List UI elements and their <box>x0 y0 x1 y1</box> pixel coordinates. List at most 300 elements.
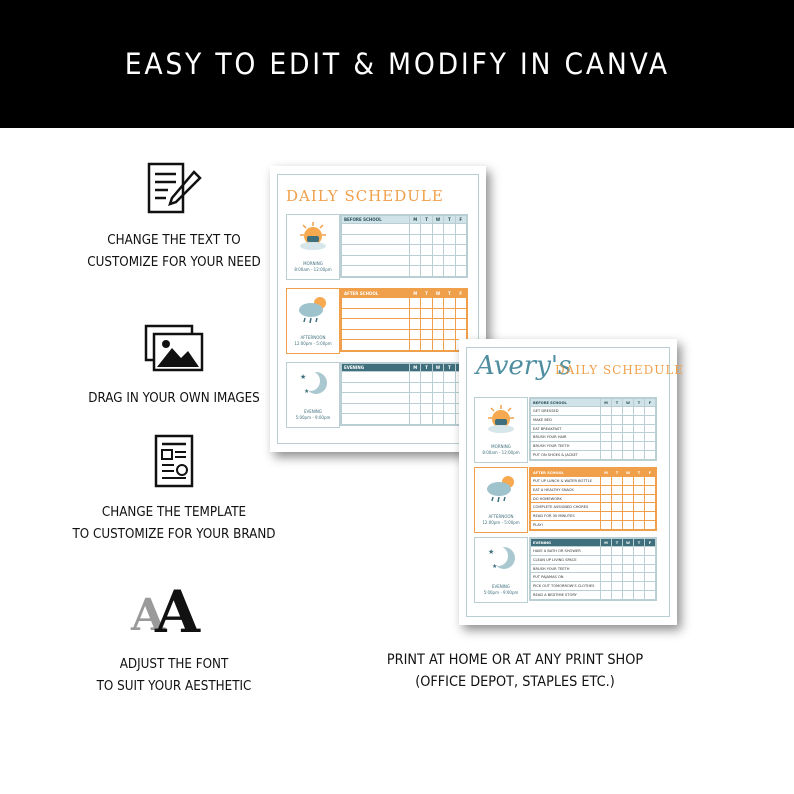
checkbox-cell[interactable] <box>645 442 656 451</box>
task-label <box>342 319 410 330</box>
checkbox-cell[interactable] <box>634 547 645 556</box>
checkbox-cell[interactable] <box>455 234 466 245</box>
checkbox-cell[interactable] <box>634 451 645 460</box>
section-header: EVENING <box>531 539 601 547</box>
table-row <box>342 266 467 277</box>
feature-caption-line1: CHANGE THE TEMPLATE <box>101 505 247 520</box>
checkbox-cell[interactable] <box>421 340 432 351</box>
checkbox-cell[interactable] <box>432 319 443 330</box>
feature-caption-line1: CHANGE THE TEXT TO <box>107 233 241 248</box>
schedule-table <box>529 397 657 461</box>
table-row <box>342 372 467 383</box>
section-picture-box <box>286 214 340 280</box>
template-layout-icon <box>144 432 204 492</box>
child-name: Avery's <box>476 351 572 381</box>
checkbox-cell[interactable] <box>432 414 443 425</box>
task-label <box>342 372 410 383</box>
checkbox-cell[interactable] <box>421 414 432 425</box>
checkbox-cell[interactable] <box>601 564 612 573</box>
checkbox-cell[interactable] <box>612 547 623 556</box>
checkbox-cell[interactable] <box>645 573 656 582</box>
task-label: PICK OUT TOMORROW'S CLOTHES <box>531 582 601 591</box>
table-row <box>342 234 467 245</box>
checkbox-cell[interactable] <box>601 494 612 503</box>
checkbox-cell[interactable] <box>601 512 612 521</box>
task-label <box>342 308 410 319</box>
task-label: PUT PAJAMAS ON <box>531 573 601 582</box>
table-row <box>342 224 467 235</box>
table-row <box>531 564 656 573</box>
checkbox-cell[interactable] <box>623 424 634 433</box>
checkbox-cell[interactable] <box>645 582 656 591</box>
checkbox-cell[interactable] <box>601 591 612 600</box>
section-time-label: EVENING <box>303 409 323 414</box>
section-time-range: 5:00pm - 9:00pm <box>295 415 331 420</box>
task-label: EAT A HEALTHY SNACK <box>531 485 601 494</box>
checkbox-cell[interactable] <box>601 424 612 433</box>
feature-change-text <box>54 160 294 274</box>
task-label: EAT BREAKFAST <box>531 424 601 433</box>
checkbox-cell[interactable] <box>432 266 443 277</box>
schedule-title: DAILY SCHEDULE <box>555 363 685 377</box>
table-row <box>342 298 467 309</box>
checkbox-cell[interactable] <box>410 403 421 414</box>
checkbox-cell[interactable] <box>645 433 656 442</box>
task-label <box>342 234 410 245</box>
checkbox-cell[interactable] <box>645 564 656 573</box>
checkbox-cell[interactable] <box>623 442 634 451</box>
section-picture-box <box>286 362 340 428</box>
checkbox-cell[interactable] <box>410 308 421 319</box>
checkbox-cell[interactable] <box>432 372 443 383</box>
table-row <box>531 512 656 521</box>
checkbox-cell[interactable] <box>601 477 612 486</box>
checkbox-cell[interactable] <box>432 255 443 266</box>
checkbox-cell[interactable] <box>421 234 432 245</box>
checkbox-cell[interactable] <box>634 555 645 564</box>
section-header: BEFORE SCHOOL <box>531 399 601 407</box>
checkbox-cell[interactable] <box>432 298 443 309</box>
checkbox-cell[interactable] <box>623 451 634 460</box>
table-row <box>531 503 656 512</box>
schedule-table <box>529 537 657 601</box>
schedule-table <box>340 362 468 426</box>
checkbox-cell[interactable] <box>645 512 656 521</box>
checkbox-cell[interactable] <box>623 582 634 591</box>
checkbox-cell[interactable] <box>421 224 432 235</box>
checkbox-cell[interactable] <box>634 591 645 600</box>
day-header: F <box>455 290 466 298</box>
task-label <box>342 329 410 340</box>
checkbox-cell[interactable] <box>645 415 656 424</box>
checkbox-cell[interactable] <box>634 407 645 416</box>
checkbox-cell[interactable] <box>612 485 623 494</box>
checkbox-cell[interactable] <box>612 573 623 582</box>
schedule-table <box>529 467 657 531</box>
checkbox-cell[interactable] <box>645 494 656 503</box>
table-row <box>531 415 656 424</box>
checkbox-cell[interactable] <box>601 407 612 416</box>
table-row <box>531 591 656 600</box>
checkbox-cell[interactable] <box>432 403 443 414</box>
section-time-label: MORNING <box>491 444 511 449</box>
checkbox-cell[interactable] <box>634 477 645 486</box>
checkbox-cell[interactable] <box>432 245 443 256</box>
checkbox-cell[interactable] <box>444 266 455 277</box>
feature-drag-images <box>54 318 294 410</box>
task-label: HAVE A BATH OR SHOWER <box>531 547 601 556</box>
table-row <box>531 407 656 416</box>
checkbox-cell[interactable] <box>623 433 634 442</box>
checkbox-cell[interactable] <box>634 424 645 433</box>
checkbox-cell[interactable] <box>645 555 656 564</box>
checkbox-cell[interactable] <box>623 415 634 424</box>
checkbox-cell[interactable] <box>612 591 623 600</box>
feature-change-template <box>54 432 294 546</box>
checkbox-cell[interactable] <box>601 547 612 556</box>
table-row <box>342 329 467 340</box>
section-picture-box <box>474 397 528 463</box>
checkbox-cell[interactable] <box>634 433 645 442</box>
checkbox-cell[interactable] <box>645 424 656 433</box>
checkbox-cell[interactable] <box>634 582 645 591</box>
feature-caption-line1: DRAG IN YOUR OWN IMAGES <box>88 391 260 406</box>
checkbox-cell[interactable] <box>601 503 612 512</box>
checkbox-cell[interactable] <box>645 591 656 600</box>
checkbox-cell[interactable] <box>612 582 623 591</box>
task-label <box>342 245 410 256</box>
section-time-range: 12:00pm - 5:00pm <box>482 520 520 525</box>
checkbox-cell[interactable] <box>645 485 656 494</box>
task-label <box>342 298 410 309</box>
day-header: W <box>432 364 443 372</box>
checkbox-cell[interactable] <box>634 503 645 512</box>
day-header: F <box>455 216 466 224</box>
checkbox-cell[interactable] <box>410 393 421 404</box>
table-row <box>531 555 656 564</box>
checkbox-cell[interactable] <box>645 451 656 460</box>
section-time-label: EVENING <box>491 584 511 589</box>
svg-text:★: ★ <box>300 374 307 381</box>
day-header: W <box>623 539 634 547</box>
checkbox-cell[interactable] <box>432 393 443 404</box>
font-aa-icon: A A <box>131 578 201 646</box>
checkbox-cell[interactable] <box>444 340 455 351</box>
checkbox-cell[interactable] <box>410 319 421 330</box>
checkbox-cell[interactable] <box>421 403 432 414</box>
svg-text:★: ★ <box>488 549 495 556</box>
table-row <box>531 582 656 591</box>
table-row <box>531 433 656 442</box>
sun-mask-icon <box>296 221 330 256</box>
checkbox-cell[interactable] <box>601 521 612 530</box>
checkbox-cell[interactable] <box>432 234 443 245</box>
checkbox-cell[interactable] <box>612 521 623 530</box>
day-header: W <box>432 216 443 224</box>
table-row <box>531 451 656 460</box>
checkbox-cell[interactable] <box>421 382 432 393</box>
feature-caption-line2: CUSTOMIZE FOR YOUR NEED <box>87 255 261 270</box>
checkbox-cell[interactable] <box>444 319 455 330</box>
task-label <box>342 382 410 393</box>
task-label: PUT ON SHOES & JACKET <box>531 451 601 460</box>
checkbox-cell[interactable] <box>612 512 623 521</box>
task-label <box>342 393 410 404</box>
print-caption-line2: (OFFICE DEPOT, STAPLES ETC.) <box>415 674 615 690</box>
checkbox-cell[interactable] <box>634 573 645 582</box>
checkbox-cell[interactable] <box>623 573 634 582</box>
checkbox-cell[interactable] <box>421 319 432 330</box>
checkbox-cell[interactable] <box>455 298 466 309</box>
table-row <box>531 573 656 582</box>
day-header: M <box>601 539 612 547</box>
checkbox-cell[interactable] <box>645 477 656 486</box>
checkbox-cell[interactable] <box>612 442 623 451</box>
task-label <box>342 414 410 425</box>
section-header: AFTER SCHOOL <box>531 469 601 477</box>
checkbox-cell[interactable] <box>623 407 634 416</box>
day-header: T <box>612 539 623 547</box>
task-label <box>342 266 410 277</box>
checkbox-cell[interactable] <box>645 503 656 512</box>
table-row <box>342 245 467 256</box>
checkbox-cell[interactable] <box>421 298 432 309</box>
checkbox-cell[interactable] <box>623 591 634 600</box>
day-header: F <box>645 469 656 477</box>
section-time-label: AFTERNOON <box>488 514 514 519</box>
checkbox-cell[interactable] <box>410 340 421 351</box>
checkbox-cell[interactable] <box>455 266 466 277</box>
table-row <box>531 442 656 451</box>
avery-schedule-preview <box>459 339 685 625</box>
section-time-range: 12:00pm - 5:00pm <box>294 341 332 346</box>
checkbox-cell[interactable] <box>612 451 623 460</box>
checkbox-cell[interactable] <box>612 415 623 424</box>
feature-adjust-font <box>54 578 294 698</box>
checkbox-cell[interactable] <box>410 372 421 383</box>
task-label: PUT UP LUNCH & WATER BOTTLE <box>531 477 601 486</box>
checkbox-cell[interactable] <box>410 329 421 340</box>
task-label <box>342 255 410 266</box>
task-label <box>342 340 410 351</box>
checkbox-cell[interactable] <box>421 255 432 266</box>
checkbox-cell[interactable] <box>444 245 455 256</box>
checkbox-cell[interactable] <box>455 224 466 235</box>
checkbox-cell[interactable] <box>455 319 466 330</box>
print-caption <box>363 649 667 693</box>
checkbox-cell[interactable] <box>444 382 455 393</box>
task-label: BRUSH YOUR TEETH <box>531 564 601 573</box>
checkbox-cell[interactable] <box>645 547 656 556</box>
checkbox-cell[interactable] <box>612 555 623 564</box>
sun-mask-icon <box>484 404 518 439</box>
checkbox-cell[interactable] <box>612 564 623 573</box>
checkbox-cell[interactable] <box>421 266 432 277</box>
checkbox-cell[interactable] <box>601 451 612 460</box>
task-label: PLAY! <box>531 521 601 530</box>
day-header: T <box>612 469 623 477</box>
checkbox-cell[interactable] <box>634 494 645 503</box>
checkbox-cell[interactable] <box>444 234 455 245</box>
checkbox-cell[interactable] <box>601 582 612 591</box>
table-row <box>342 308 467 319</box>
task-label: READ A BEDTIME STORY <box>531 591 601 600</box>
image-gallery-icon <box>144 318 204 378</box>
schedule-table <box>340 288 468 352</box>
top-banner <box>0 0 794 128</box>
day-header: T <box>444 290 455 298</box>
day-header: T <box>634 469 645 477</box>
day-header: T <box>612 399 623 407</box>
checkbox-cell[interactable] <box>612 494 623 503</box>
checkbox-cell[interactable] <box>455 308 466 319</box>
checkbox-cell[interactable] <box>612 503 623 512</box>
checkbox-cell[interactable] <box>444 393 455 404</box>
checkbox-cell[interactable] <box>410 245 421 256</box>
table-row <box>342 393 467 404</box>
checkbox-cell[interactable] <box>601 485 612 494</box>
section-picture-box <box>474 467 528 533</box>
checkbox-cell[interactable] <box>432 308 443 319</box>
section-time-label: MORNING <box>303 261 323 266</box>
checkbox-cell[interactable] <box>444 329 455 340</box>
day-header: T <box>421 290 432 298</box>
task-label: CLEAN UP LIVING SPACE <box>531 555 601 564</box>
table-row <box>342 255 467 266</box>
day-header: M <box>410 364 421 372</box>
feature-caption-line2: TO CUSTOMIZE FOR YOUR BRAND <box>72 527 276 542</box>
checkbox-cell[interactable] <box>421 329 432 340</box>
day-header: T <box>421 364 432 372</box>
checkbox-cell[interactable] <box>410 382 421 393</box>
task-label <box>342 224 410 235</box>
day-header: M <box>601 399 612 407</box>
svg-text:★: ★ <box>304 389 310 395</box>
checkbox-cell[interactable] <box>421 245 432 256</box>
day-header: W <box>623 399 634 407</box>
checkbox-cell[interactable] <box>410 224 421 235</box>
checkbox-cell[interactable] <box>634 564 645 573</box>
day-header: F <box>645 399 656 407</box>
checkbox-cell[interactable] <box>421 372 432 383</box>
checkbox-cell[interactable] <box>645 521 656 530</box>
task-label: BRUSH YOUR HAIR <box>531 433 601 442</box>
checkbox-cell[interactable] <box>623 555 634 564</box>
checkbox-cell[interactable] <box>410 414 421 425</box>
checkbox-cell[interactable] <box>645 407 656 416</box>
checkbox-cell[interactable] <box>444 255 455 266</box>
table-row <box>531 521 656 530</box>
banner-title: EASY TO EDIT & MODIFY IN CANVA <box>124 47 670 81</box>
checkbox-cell[interactable] <box>410 298 421 309</box>
checkbox-cell[interactable] <box>601 555 612 564</box>
checkbox-cell[interactable] <box>623 494 634 503</box>
section-time-range: 8:00am - 12:00pm <box>482 450 520 455</box>
checkbox-cell[interactable] <box>444 403 455 414</box>
schedule-title: DAILY SCHEDULE <box>286 187 444 205</box>
checkbox-cell[interactable] <box>634 512 645 521</box>
checkbox-cell[interactable] <box>623 485 634 494</box>
table-row <box>342 382 467 393</box>
section-picture-box <box>286 288 340 354</box>
checkbox-cell[interactable] <box>612 477 623 486</box>
checkbox-cell[interactable] <box>612 433 623 442</box>
task-label: READ FOR 30 MINUTES <box>531 512 601 521</box>
section-header: EVENING <box>342 364 410 372</box>
checkbox-cell[interactable] <box>444 372 455 383</box>
day-header: T <box>421 216 432 224</box>
checkbox-cell[interactable] <box>444 308 455 319</box>
checkbox-cell[interactable] <box>623 477 634 486</box>
checkbox-cell[interactable] <box>444 224 455 235</box>
checkbox-cell[interactable] <box>634 521 645 530</box>
table-row <box>531 547 656 556</box>
day-header: T <box>634 399 645 407</box>
crescent-moon-icon <box>484 544 518 579</box>
checkbox-cell[interactable] <box>444 298 455 309</box>
checkbox-cell[interactable] <box>601 415 612 424</box>
day-header: T <box>444 216 455 224</box>
checkbox-cell[interactable] <box>410 234 421 245</box>
table-row <box>531 477 656 486</box>
checkbox-cell[interactable] <box>634 485 645 494</box>
day-header: F <box>645 539 656 547</box>
checkbox-cell[interactable] <box>623 547 634 556</box>
checkbox-cell[interactable] <box>623 521 634 530</box>
day-header: M <box>410 290 421 298</box>
table-row <box>342 340 467 351</box>
feature-caption-line1: ADJUST THE FONT <box>119 657 229 672</box>
crescent-moon-icon <box>296 369 330 404</box>
section-header: BEFORE SCHOOL <box>342 216 410 224</box>
checkbox-cell[interactable] <box>432 224 443 235</box>
checkbox-cell[interactable] <box>455 255 466 266</box>
checkbox-cell[interactable] <box>421 393 432 404</box>
checkbox-cell[interactable] <box>444 414 455 425</box>
checkbox-cell[interactable] <box>432 382 443 393</box>
checkbox-cell[interactable] <box>623 512 634 521</box>
checkbox-cell[interactable] <box>601 442 612 451</box>
rain-cloud-sun-icon <box>484 474 518 509</box>
task-label: GET DRESSED <box>531 407 601 416</box>
checkbox-cell[interactable] <box>612 407 623 416</box>
checkbox-cell[interactable] <box>623 564 634 573</box>
svg-text:★: ★ <box>492 564 498 570</box>
checkbox-cell[interactable] <box>634 415 645 424</box>
task-label: BRUSH YOUR TEETH <box>531 442 601 451</box>
blank-schedule-preview <box>270 166 486 452</box>
checkbox-cell[interactable] <box>612 424 623 433</box>
checkbox-cell[interactable] <box>601 433 612 442</box>
checkbox-cell[interactable] <box>410 266 421 277</box>
checkbox-cell[interactable] <box>421 308 432 319</box>
checkbox-cell[interactable] <box>634 442 645 451</box>
checkbox-cell[interactable] <box>601 573 612 582</box>
table-row <box>531 485 656 494</box>
checkbox-cell[interactable] <box>432 329 443 340</box>
checkbox-cell[interactable] <box>455 245 466 256</box>
section-time-label: AFTERNOON <box>300 335 326 340</box>
print-caption-line1: PRINT AT HOME OR AT ANY PRINT SHOP <box>386 652 644 668</box>
document-edit-icon <box>144 160 204 220</box>
checkbox-cell[interactable] <box>623 503 634 512</box>
checkbox-cell[interactable] <box>410 255 421 266</box>
schedule-table <box>340 214 468 278</box>
day-header: M <box>410 216 421 224</box>
checkbox-cell[interactable] <box>432 340 443 351</box>
table-row <box>342 319 467 330</box>
table-row <box>531 424 656 433</box>
